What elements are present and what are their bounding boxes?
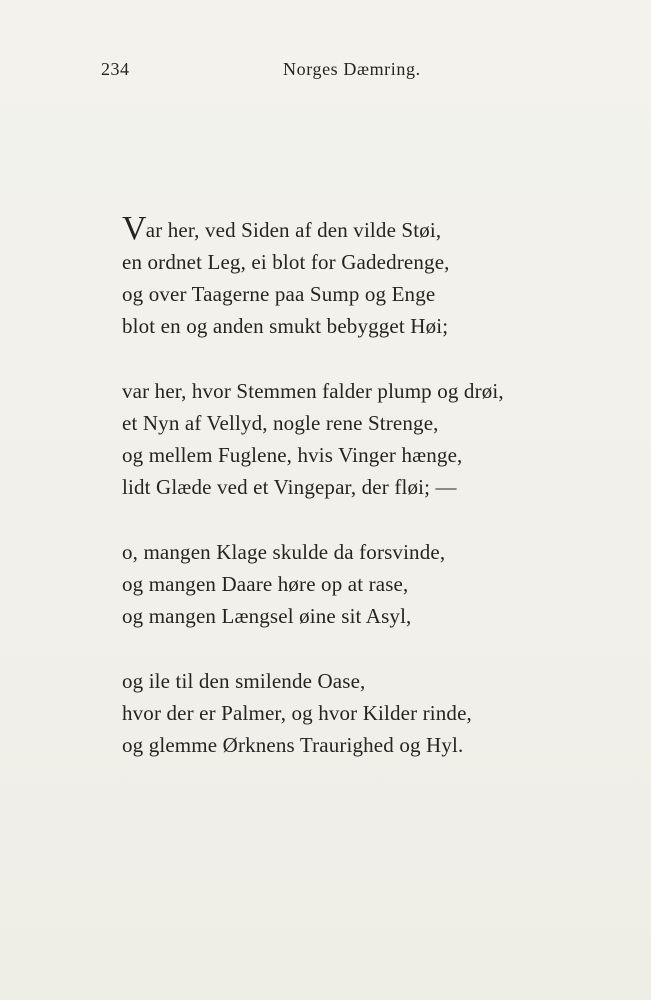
poem-line: lidt Glæde ved et Vingepar, der fløi; — (122, 475, 457, 499)
poem-line: og mangen Daare høre op at rase, (122, 572, 409, 596)
poem-line (122, 210, 592, 247)
poem-line-text: ar her, ved Siden af den vilde Støi, (145, 218, 442, 242)
poem-line: hvor der er Palmer, og hvor Kilder rinde, (122, 701, 472, 725)
stanza-1 (122, 210, 592, 342)
drop-cap-initial: V (122, 210, 147, 247)
poem-line: et Nyn af Vellyd, nogle rene Strenge, (122, 411, 439, 435)
stanza-4 (122, 665, 592, 761)
poem-line: o, mangen Klage skulde da forsvinde, (122, 540, 446, 564)
stanza-2 (122, 375, 592, 503)
running-title: Norges Dæmring. (283, 59, 421, 79)
poem-line: og ile til den smilende Oase, (122, 669, 366, 693)
poem-line: en ordnet Leg, ei blot for Gadedrenge, (122, 250, 450, 274)
page-number: 234 (101, 59, 130, 79)
poem-line: blot en og anden smukt bebygget Høi; (122, 314, 449, 338)
poem-line: og mangen Længsel øine sit Asyl, (122, 604, 412, 628)
poem-line: og glemme Ørknens Traurighed og Hyl. (122, 733, 464, 757)
poem-line: og over Taagerne paa Sump og Enge (122, 282, 436, 306)
poem-line: og mellem Fuglene, hvis Vinger hænge, (122, 443, 463, 467)
sonnet (122, 210, 592, 761)
poem-line: var her, hvor Stemmen falder plump og drøi, (122, 379, 504, 403)
stanza-3 (122, 536, 592, 632)
